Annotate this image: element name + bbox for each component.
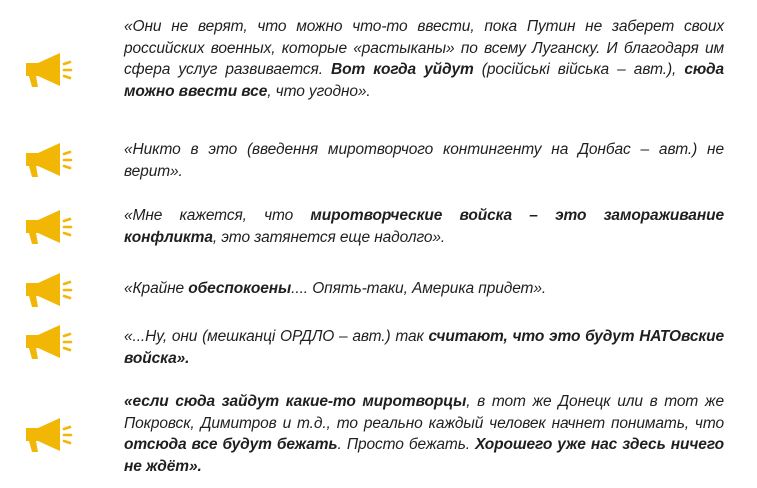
- quote-segment: «Крайне: [124, 280, 189, 297]
- quote-text-3: [124, 205, 724, 248]
- megaphone-icon: [24, 52, 74, 88]
- quote-segment: «Мне кажется, что: [124, 207, 311, 224]
- megaphone-icon: [24, 142, 74, 178]
- quote-bold-segment: отсюда все будут бежать: [124, 436, 338, 453]
- quote-bold-segment: миротворческие войска – это замораживание конфликта: [124, 207, 724, 246]
- quote-segment: «Они не верят, что можно что-то ввести, пока Путин не заберет своих российских военных, которые «растыканы» по всему Луганску. И благодаря им сфера услуг развивается.: [124, 18, 724, 78]
- megaphone-icon: [24, 324, 74, 360]
- quote-segment: «Никто в это (введення миротворчого контингенту на Донбас – авт.) не верит».: [124, 141, 724, 180]
- quote-segment: , что угодно».: [267, 82, 371, 100]
- quote-bold-segment: обеспокоены: [188, 280, 292, 297]
- quote-segment: . Просто бежать.: [337, 436, 476, 453]
- quote-segment: , в тот же Донецк или в тот же Покровск, Димитров и т.д., то реально каждый человек начнет понимать, что: [124, 393, 724, 432]
- quote-segment: (російські війська – авт.),: [473, 61, 685, 78]
- quote-text-5: [124, 326, 724, 369]
- quote-segment: «...Ну, они (мешканці ОРДЛО – авт.) так: [124, 328, 429, 345]
- quote-text-1: [124, 16, 724, 102]
- quote-text-2: [124, 139, 724, 182]
- quote-text-6: [124, 391, 724, 477]
- quote-bold-segment: Хорошего уже нас здесь ничего не ждёт».: [124, 436, 724, 475]
- quote-segment: , это затянется еще надолго».: [212, 228, 446, 246]
- megaphone-icon: [24, 272, 74, 308]
- quote-bold-segment: сюда можно ввести все: [124, 61, 724, 100]
- quote-bold-segment: считают, что это будут НАТОвские войска».: [124, 328, 724, 367]
- megaphone-icon: [24, 209, 74, 245]
- quote-bold-segment: «если сюда зайдут какие-то миротворцы: [124, 393, 467, 410]
- quote-bold-segment: Вот когда уйдут: [331, 61, 474, 78]
- megaphone-icon: [24, 417, 74, 453]
- quote-segment: .... Опять-таки, Америка придет».: [291, 280, 547, 297]
- quote-text-4: [124, 278, 724, 300]
